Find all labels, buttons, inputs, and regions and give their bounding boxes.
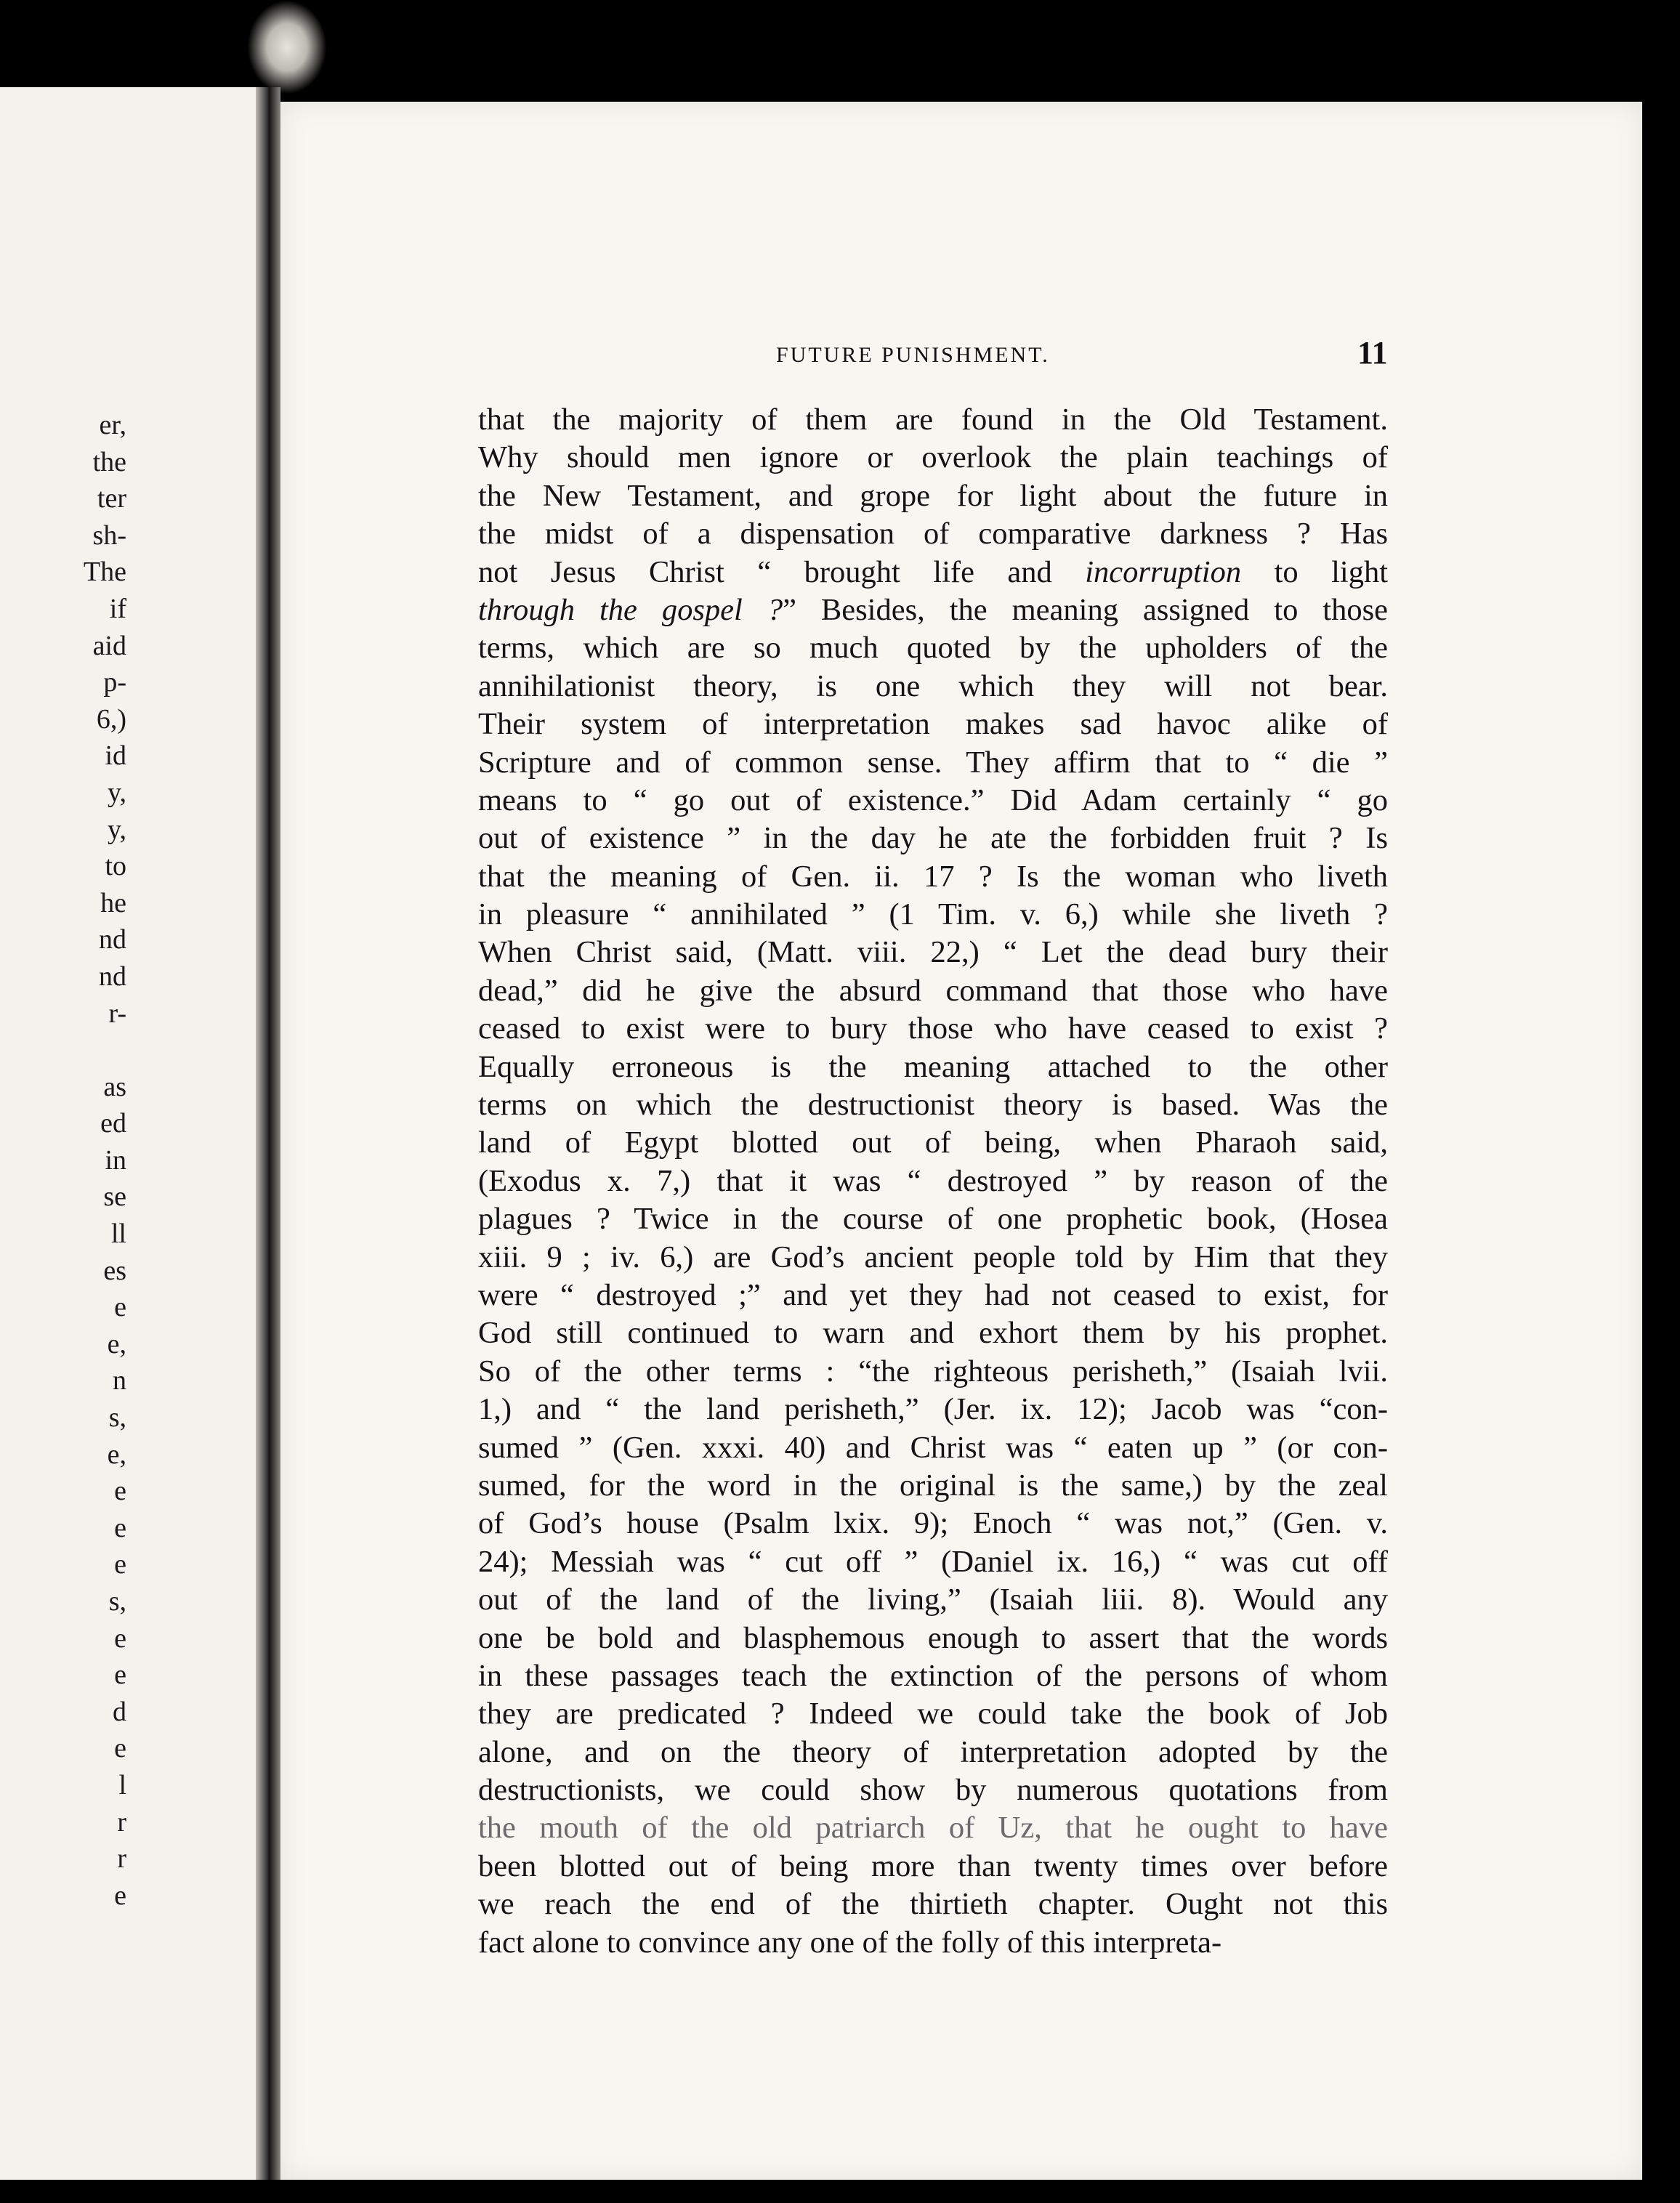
- text-line: annihilationist theory, is one which they will not bear.: [478, 668, 1388, 703]
- left-fragment: e: [114, 1512, 126, 1543]
- left-fragment: se: [103, 1181, 126, 1213]
- left-fragment: in: [105, 1144, 126, 1176]
- left-fragment: ll: [110, 1218, 126, 1250]
- left-fragment: ed: [100, 1108, 126, 1139]
- left-fragment: ter: [97, 483, 126, 514]
- left-fragment: if: [109, 593, 126, 624]
- left-fragment: 6,): [96, 703, 126, 735]
- left-fragment: the: [92, 446, 126, 477]
- text-line: So of the other terms : “the righteous perisheth,” (Isaiah lvii.: [478, 1354, 1388, 1389]
- body-text: [478, 401, 1388, 1962]
- text-line: the midst of a dispensation of comparative darkness ? Has: [478, 517, 1388, 551]
- text-line: out of the land of the living,” (Isaiah liii. 8). Would any: [478, 1582, 1388, 1617]
- text-line: one be bold and blasphemous enough to assert that the words: [478, 1620, 1388, 1655]
- text-line: we reach the end of the thirtieth chapter. Ought not this: [478, 1887, 1388, 1922]
- text-line: means to “ go out of existence.” Did Adam certainly “ go: [478, 783, 1388, 817]
- text-line: the New Testament, and grope for light about the future in: [478, 478, 1388, 513]
- page-number: 11: [1357, 335, 1388, 371]
- text-line: alone, and on the theory of interpretation adopted by the: [478, 1734, 1388, 1769]
- left-fragment: e: [114, 1880, 126, 1911]
- left-fragment: e: [114, 1476, 126, 1507]
- left-fragment: y,: [107, 777, 126, 808]
- text-line: land of Egypt blotted out of being, when Pharaoh said,: [478, 1125, 1388, 1160]
- text-line: the mouth of the old patriarch of Uz, that he ought to have: [478, 1811, 1388, 1846]
- text-line: plagues ? Twice in the course of one prophetic book, (Hosea: [478, 1202, 1388, 1237]
- left-fragment: nd: [99, 924, 126, 955]
- left-fragment: e: [114, 1733, 126, 1764]
- text-line: in these passages teach the extinction of the persons of whom: [478, 1658, 1388, 1693]
- text-line: xiii. 9 ; iv. 6,) are God’s ancient people told by Him that they: [478, 1240, 1388, 1274]
- left-fragment: sh-: [92, 520, 126, 551]
- left-fragment: es: [103, 1255, 126, 1286]
- text-line: sumed ” (Gen. xxxi. 40) and Christ was “ eaten up ” (or con-: [478, 1430, 1388, 1465]
- text-line: that the majority of them are found in the Old Testament.: [478, 403, 1388, 437]
- left-fragment: to: [105, 851, 126, 882]
- left-fragment: er,: [99, 410, 126, 440]
- text-line: (Exodus x. 7,) that it was “ destroyed ” by reason of the: [478, 1163, 1388, 1198]
- left-fragment: p-: [103, 667, 126, 698]
- text-line: ceased to exist were to bury those who have ceased to exist ?: [478, 1011, 1388, 1046]
- running-head: FUTURE PUNISHMENT.: [776, 343, 1050, 367]
- left-fragment: l: [118, 1769, 126, 1800]
- book-gutter: [256, 87, 280, 2180]
- text-line: Scripture and of common sense. They affirm that to “ die ”: [478, 745, 1388, 780]
- left-fragment: n: [113, 1365, 126, 1396]
- text-line: of God’s house (Psalm lxix. 9); Enoch “ was not,” (Gen. v.: [478, 1506, 1388, 1541]
- left-fragment: r-: [108, 998, 126, 1029]
- text-line: God still continued to warn and exhort them by his prophet.: [478, 1316, 1388, 1351]
- text-line: were “ destroyed ;” and yet they had not ceased to exist, for: [478, 1277, 1388, 1312]
- text-line: they are predicated ? Indeed we could take the book of Job: [478, 1697, 1388, 1731]
- text-line: not Jesus Christ “ brought life and incorruption to light: [478, 554, 1389, 589]
- text-line: Why should men ignore or overlook the plain teachings of: [478, 440, 1388, 475]
- left-fragment: e: [114, 1292, 126, 1323]
- left-fragment: [0, 1032, 256, 1069]
- text-line: Equally erroneous is the meaning attached to the other: [478, 1049, 1388, 1084]
- text-line: that the meaning of Gen. ii. 17 ? Is the woman who liveth: [478, 859, 1388, 894]
- text-line: 24); Messiah was “ cut off ” (Daniel ix. 16,) “ was cut off: [478, 1544, 1388, 1579]
- text-line: in pleasure “ annihilated ” (1 Tim. v. 6,) while she liveth ?: [478, 897, 1388, 932]
- text-line: 1,) and “ the land perisheth,” (Jer. ix. 12); Jacob was “con-: [478, 1392, 1388, 1427]
- text-line: terms on which the destructionist theory is based. Was the: [478, 1088, 1388, 1123]
- left-fragment: e: [114, 1549, 126, 1580]
- left-fragment: e: [114, 1660, 126, 1691]
- left-fragment: e: [114, 1622, 126, 1654]
- text-line: Their system of interpretation makes sad havoc alike of: [478, 707, 1388, 742]
- text-line: out of existence ” in the day he ate the forbidden fruit ? Is: [478, 821, 1388, 856]
- left-fragment: The: [83, 557, 126, 588]
- left-fragment: as: [103, 1071, 126, 1102]
- left-fragment: d: [113, 1696, 126, 1727]
- left-fragment: he: [100, 887, 126, 918]
- text-line: through the gospel ?” Besides, the meaning assigned to those: [478, 592, 1388, 627]
- left-fragment: e,: [107, 1439, 126, 1470]
- text-line: dead,” did he give the absurd command that those who have: [478, 973, 1388, 1008]
- text-line: fact alone to convince any one of the folly of this interpreta-: [478, 1925, 1222, 1960]
- scan-speck: [247, 0, 327, 94]
- left-fragment: r: [117, 1843, 126, 1875]
- left-page-text-fragments: [0, 407, 256, 1914]
- text-line: been blotted out of being more than twenty times over before: [478, 1848, 1388, 1883]
- left-fragment: r: [117, 1806, 126, 1838]
- left-page-fragment: [0, 87, 256, 2180]
- text-line: When Christ said, (Matt. viii. 22,) “ Let the dead bury their: [478, 935, 1388, 970]
- text-line: sumed, for the word in the original is the same,) by the zeal: [478, 1468, 1388, 1503]
- left-fragment: nd: [99, 961, 126, 992]
- left-fragment: s,: [108, 1586, 126, 1617]
- left-fragment: id: [105, 740, 126, 772]
- left-fragment: s,: [108, 1402, 126, 1434]
- text-line: destructionists, we could show by numerous quotations from: [478, 1773, 1388, 1808]
- text-line: terms, which are so much quoted by the upholders of the: [478, 631, 1388, 666]
- left-fragment: e,: [107, 1328, 126, 1359]
- left-fragment: aid: [92, 630, 126, 661]
- left-fragment: y,: [107, 814, 126, 845]
